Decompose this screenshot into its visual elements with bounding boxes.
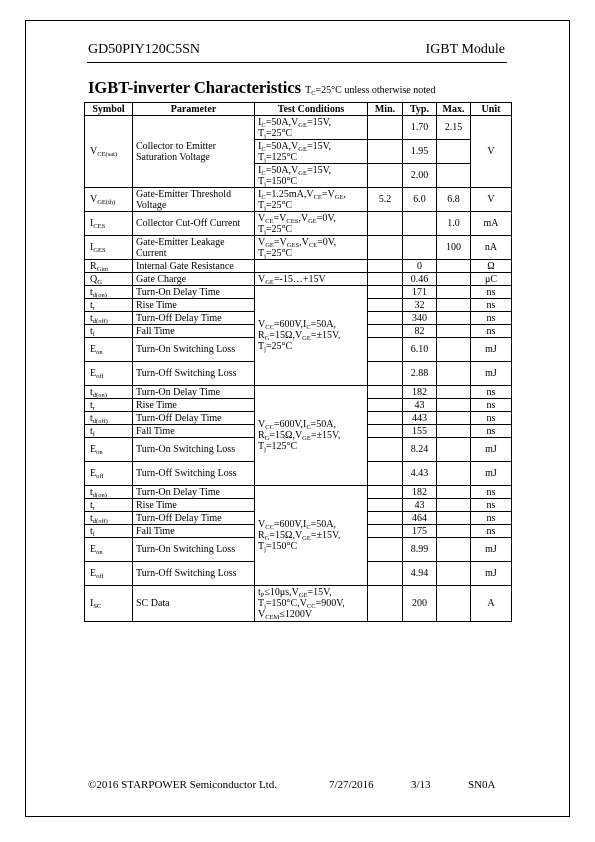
typ: 43 xyxy=(403,399,437,412)
unit: ns xyxy=(471,399,512,412)
footer-date: 7/27/2016 xyxy=(329,779,374,791)
min xyxy=(368,412,403,425)
parameter: Turn-On Delay Time xyxy=(133,386,255,399)
unit: nA xyxy=(471,236,512,260)
max xyxy=(437,286,471,299)
unit: mJ xyxy=(471,362,512,386)
section-title-text: IGBT-inverter Characteristics xyxy=(88,78,302,97)
footer-page: 3/13 xyxy=(411,779,431,791)
max xyxy=(437,399,471,412)
footer-copyright: ©2016 STARPOWER Semiconductor Ltd. xyxy=(88,779,277,791)
min xyxy=(368,399,403,412)
parameter: Collector Cut-Off Current xyxy=(133,212,255,236)
symbol: $t_{d(on)}$ xyxy=(85,386,133,399)
parameter: Turn-On Switching Loss xyxy=(133,438,255,462)
max xyxy=(437,386,471,399)
symbol: $E_{on}$ xyxy=(85,338,133,362)
col-test-conditions: Test Conditions xyxy=(255,103,368,116)
unit: ns xyxy=(471,499,512,512)
typ: 182 xyxy=(403,486,437,499)
col-typ: Typ. xyxy=(403,103,437,116)
parameter: Rise Time xyxy=(133,499,255,512)
typ: 2.88 xyxy=(403,362,437,386)
symbol: $t_f$ xyxy=(85,325,133,338)
parameter: Turn-On Switching Loss xyxy=(133,538,255,562)
typ: 200 xyxy=(403,586,437,622)
parameter: Rise Time xyxy=(133,299,255,312)
parameter: Turn-Off Delay Time xyxy=(133,412,255,425)
max xyxy=(437,260,471,273)
parameter: Turn-Off Switching Loss xyxy=(133,362,255,386)
max xyxy=(437,273,471,286)
footer-doc-code: SN0A xyxy=(468,779,496,791)
typ: 4.94 xyxy=(403,562,437,586)
parameter: Gate-Emitter Threshold Voltage xyxy=(133,188,255,212)
part-number: GD50PIY120C5SN xyxy=(88,42,201,57)
table-row xyxy=(85,212,512,236)
max xyxy=(437,425,471,438)
max xyxy=(437,312,471,325)
parameter: Turn-Off Delay Time xyxy=(133,512,255,525)
symbol: $E_{off}$ xyxy=(85,562,133,586)
unit: μC xyxy=(471,273,512,286)
max: 2.15 xyxy=(437,116,471,140)
max xyxy=(437,362,471,386)
typ: 1.95 xyxy=(403,140,437,164)
col-symbol: Symbol xyxy=(85,103,133,116)
typ: 2.00 xyxy=(403,164,437,188)
unit: ns xyxy=(471,412,512,425)
typ: 6.10 xyxy=(403,338,437,362)
min: 5.2 xyxy=(368,188,403,212)
max xyxy=(437,512,471,525)
unit: A xyxy=(471,586,512,622)
max xyxy=(437,140,471,164)
symbol: $E_{off}$ xyxy=(85,462,133,486)
symbol: $t_r$ xyxy=(85,299,133,312)
typ: 8.24 xyxy=(403,438,437,462)
test-condition: $I_C=1.25mA,V_{CE}=V_{GE}$, $T_j=25^\circ C$ xyxy=(255,188,368,212)
parameter: Gate-Emitter Leakage Current xyxy=(133,236,255,260)
col-max: Max. xyxy=(437,103,471,116)
max: 100 xyxy=(437,236,471,260)
test-condition: $V_{CC}=600V,I_C=50A$, $R_G=15\Omega,V_{GE}=\pm 15V$, $T_j=25^\circ C$ xyxy=(255,286,368,386)
typ xyxy=(403,212,437,236)
max: 6.8 xyxy=(437,188,471,212)
test-condition: $V_{CC}=600V,I_C=50A$, $R_G=15\Omega,V_{GE}=\pm 15V$, $T_j=125^\circ C$ xyxy=(255,386,368,486)
section-condition: $T_C=25^\circ C$ unless otherwise noted xyxy=(305,85,436,97)
parameter: Turn-Off Switching Loss xyxy=(133,462,255,486)
typ: 175 xyxy=(403,525,437,538)
test-condition: $V_{GE}=V_{GES},V_{CE}=0V$, $T_j=25^\circ C$ xyxy=(255,236,368,260)
symbol: $t_r$ xyxy=(85,499,133,512)
min xyxy=(368,236,403,260)
test-condition xyxy=(255,260,368,273)
min xyxy=(368,116,403,140)
test-condition: $I_C=50A,V_{GE}=15V$, $T_j=150^\circ C$ xyxy=(255,164,368,188)
col-parameter: Parameter xyxy=(133,103,255,116)
col-unit: Unit xyxy=(471,103,512,116)
typ: 155 xyxy=(403,425,437,438)
col-min: Min. xyxy=(368,103,403,116)
table-row xyxy=(85,486,512,499)
unit: mJ xyxy=(471,438,512,462)
header-rule xyxy=(87,62,507,63)
max xyxy=(437,486,471,499)
typ: 1.70 xyxy=(403,116,437,140)
unit: V xyxy=(471,188,512,212)
min xyxy=(368,362,403,386)
parameter: Turn-On Delay Time xyxy=(133,486,255,499)
unit: mA xyxy=(471,212,512,236)
test-condition: $I_C=50A,V_{GE}=15V$, $T_j=125^\circ C$ xyxy=(255,140,368,164)
max xyxy=(437,338,471,362)
table-header-row xyxy=(85,103,512,116)
typ: 182 xyxy=(403,386,437,399)
max xyxy=(437,525,471,538)
parameter: Turn-Off Delay Time xyxy=(133,312,255,325)
module-type: IGBT Module xyxy=(425,42,505,57)
table-row xyxy=(85,386,512,399)
typ: 443 xyxy=(403,412,437,425)
min xyxy=(368,140,403,164)
typ: 0 xyxy=(403,260,437,273)
min xyxy=(368,512,403,525)
parameter: Fall Time xyxy=(133,325,255,338)
unit: ns xyxy=(471,325,512,338)
symbol: $t_{d(off)}$ xyxy=(85,312,133,325)
max xyxy=(437,586,471,622)
unit: ns xyxy=(471,486,512,499)
symbol: $E_{on}$ xyxy=(85,538,133,562)
min xyxy=(368,525,403,538)
typ xyxy=(403,236,437,260)
unit: mJ xyxy=(471,562,512,586)
symbol: $I_{SC}$ xyxy=(85,586,133,622)
parameter: Turn-Off Switching Loss xyxy=(133,562,255,586)
test-condition: $V_{CE}=V_{CES},V_{GE}=0V$, $T_j=25^\circ C$ xyxy=(255,212,368,236)
unit: ns xyxy=(471,525,512,538)
min xyxy=(368,562,403,586)
max xyxy=(437,538,471,562)
symbol: $t_{d(off)}$ xyxy=(85,412,133,425)
max xyxy=(437,299,471,312)
symbol: $t_{d(on)}$ xyxy=(85,286,133,299)
parameter: Internal Gate Resistance xyxy=(133,260,255,273)
test-condition: $t_P\le 10\mu s,V_{GE}=15V$, $T_j=150^\circ C,V_{CC}=900V$, $V_{CEM}\le 1200V$ xyxy=(255,586,368,622)
max xyxy=(437,412,471,425)
symbol: $t_f$ xyxy=(85,525,133,538)
min xyxy=(368,425,403,438)
symbol: $V_{GE(th)}$ xyxy=(85,188,133,212)
section-title xyxy=(88,78,435,98)
symbol: $E_{off}$ xyxy=(85,362,133,386)
unit: Ω xyxy=(471,260,512,273)
parameter: SC Data xyxy=(133,586,255,622)
unit: mJ xyxy=(471,538,512,562)
unit: ns xyxy=(471,425,512,438)
max xyxy=(437,499,471,512)
min xyxy=(368,273,403,286)
min xyxy=(368,586,403,622)
typ: 32 xyxy=(403,299,437,312)
min xyxy=(368,338,403,362)
typ: 0.46 xyxy=(403,273,437,286)
unit: mJ xyxy=(471,462,512,486)
min xyxy=(368,299,403,312)
typ: 340 xyxy=(403,312,437,325)
table-row xyxy=(85,116,512,140)
table-row xyxy=(85,236,512,260)
min xyxy=(368,212,403,236)
parameter: Rise Time xyxy=(133,399,255,412)
unit: ns xyxy=(471,386,512,399)
table-row xyxy=(85,260,512,273)
max: 1.0 xyxy=(437,212,471,236)
characteristics-table xyxy=(84,102,512,622)
test-condition: $I_C=50A,V_{GE}=15V$, $T_j=25^\circ C$ xyxy=(255,116,368,140)
symbol: $t_f$ xyxy=(85,425,133,438)
unit: mJ xyxy=(471,338,512,362)
parameter: Fall Time xyxy=(133,425,255,438)
unit: V xyxy=(471,116,512,188)
symbol: $t_{d(off)}$ xyxy=(85,512,133,525)
symbol: $I_{GES}$ xyxy=(85,236,133,260)
typ: 171 xyxy=(403,286,437,299)
symbol: $t_{d(on)}$ xyxy=(85,486,133,499)
parameter: Turn-On Switching Loss xyxy=(133,338,255,362)
min xyxy=(368,325,403,338)
unit: ns xyxy=(471,512,512,525)
unit: ns xyxy=(471,312,512,325)
typ: 8.99 xyxy=(403,538,437,562)
symbol: $V_{CE(sat)}$ xyxy=(85,116,133,188)
parameter: Turn-On Delay Time xyxy=(133,286,255,299)
min xyxy=(368,462,403,486)
min xyxy=(368,260,403,273)
min xyxy=(368,499,403,512)
typ: 43 xyxy=(403,499,437,512)
test-condition: $V_{CC}=600V,I_C=50A$, $R_G=15\Omega,V_{GE}=\pm 15V$, $T_j=150^\circ C$ xyxy=(255,486,368,586)
max xyxy=(437,462,471,486)
symbol: $I_{CES}$ xyxy=(85,212,133,236)
symbol: $Q_G$ xyxy=(85,273,133,286)
max xyxy=(437,562,471,586)
parameter: Fall Time xyxy=(133,525,255,538)
min xyxy=(368,386,403,399)
typ: 6.0 xyxy=(403,188,437,212)
min xyxy=(368,312,403,325)
min xyxy=(368,286,403,299)
symbol: $E_{on}$ xyxy=(85,438,133,462)
min xyxy=(368,164,403,188)
symbol: $t_r$ xyxy=(85,399,133,412)
max xyxy=(437,325,471,338)
min xyxy=(368,486,403,499)
min xyxy=(368,538,403,562)
typ: 4.43 xyxy=(403,462,437,486)
symbol: $R_{Gint}$ xyxy=(85,260,133,273)
parameter: Collector to Emitter Saturation Voltage xyxy=(133,116,255,188)
table-row xyxy=(85,188,512,212)
test-condition: $V_{GE}=-15\dots+15V$ xyxy=(255,273,368,286)
typ: 82 xyxy=(403,325,437,338)
table-row xyxy=(85,586,512,622)
table-row xyxy=(85,286,512,299)
parameter: Gate Charge xyxy=(133,273,255,286)
max xyxy=(437,164,471,188)
max xyxy=(437,438,471,462)
unit: ns xyxy=(471,299,512,312)
min xyxy=(368,438,403,462)
unit: ns xyxy=(471,286,512,299)
table-row xyxy=(85,273,512,286)
typ: 464 xyxy=(403,512,437,525)
